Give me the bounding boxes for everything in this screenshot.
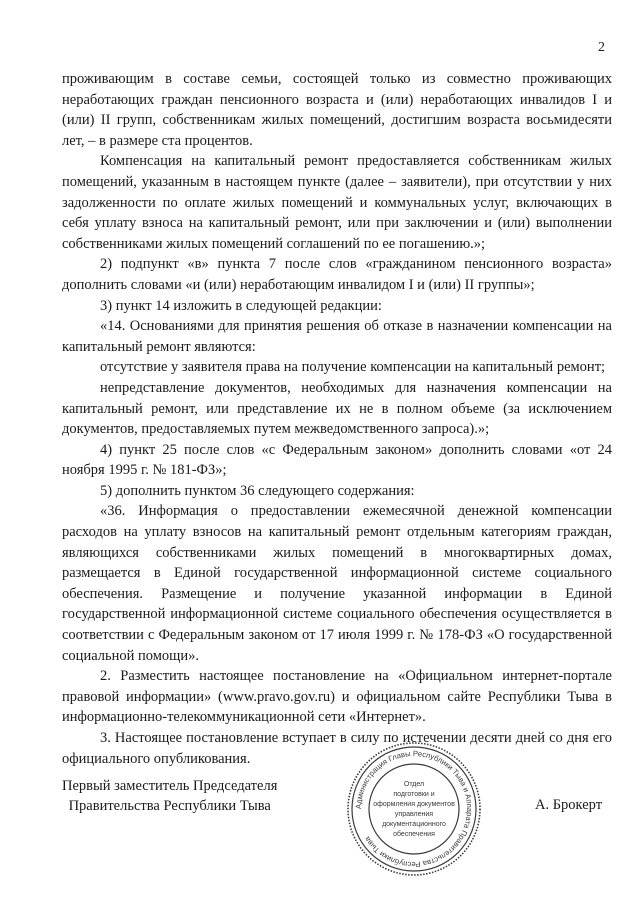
signatory-title-line-1: Первый заместитель Председателя [62, 778, 278, 794]
seal-outer-dotted-ring [348, 743, 480, 875]
seal-stamp-graphic [345, 740, 483, 878]
paragraph-item-14: «14. Основаниями для принятия решения об отказе в назначении компенсации на капитальный ремонт являются: [62, 318, 612, 355]
svg-text:оформления документов: оформления документов [373, 801, 455, 808]
seal-center-text [373, 781, 455, 838]
paragraph-compensation-conditions: Компенсация на капитальный ремонт предоставляется собственникам жилых помещений, указанным в настоящем пункте (далее – заявители), при отсутствии у них задолженности по оплате жилых помещений и коммунальных услуг, включающих в себя уплату взноса на капитальный ремонт, или при заключении и (или) выполнении собственниками жилых помещений соглашений по ее погашению.»; [62, 153, 612, 252]
svg-text:документационного: документационного [382, 821, 446, 828]
paragraph-continuation: проживающим в составе семьи, состоящей только из совместно проживающих неработающих граждан пенсионного возраста и (или) неработающих инвалидов I и (или) II групп, собственникам жилых помещений, достигшим возраста восьмидесяти лет, – в размере ста процентов. [62, 71, 612, 149]
signatory-name: А. Брокерт [535, 797, 603, 813]
paragraph-amendment-3: 3) пункт 14 изложить в следующей редакции: [100, 297, 382, 314]
signatory-title-line-2: Правительства Республики Тыва [68, 798, 271, 814]
paragraph-section-2: 2. Разместить настоящее постановление на «Официальном интернет-портале правовой информации» (www.pravo.gov.ru) и официальном сайте Республики Тыва в информационно-телекоммуникационной сети «Интернет». [62, 668, 612, 726]
seal-outer-ring [352, 747, 476, 871]
paragraph-amendment-5: 5) дополнить пунктом 36 следующего содержания: [100, 482, 415, 499]
svg-text:управления: управления [394, 811, 434, 818]
svg-text:Отдел: Отдел [403, 781, 425, 788]
paragraph-item-36: «36. Информация о предоставлении ежемесячной денежной компенсации расходов на уплату взносов на капитальный ремонт отдельным категориям граждан, являющихся собственниками жилых помещений в многоквартирных домах, размещается в Единой государственной информационной системе социального обеспечения. Размещение и получение указанной информации в Единой государственной информационной системе социального обеспечения осуществляется в соответствии с Федеральным законом от 17 июля 1999 г. № 178-ФЗ «О государственной социальной помощи». [62, 503, 612, 664]
paragraph-amendment-4: 4) пункт 25 после слов «с Федеральным законом» дополнить словами «от 24 ноября 1995 г. № 181-ФЗ»; [62, 441, 612, 479]
document-body [62, 69, 612, 769]
seal-inner-ring [369, 764, 459, 854]
seal-ring-text: Администрация Главы Республики Тыва и Аппарата Правительства Республики Тыва [353, 748, 475, 870]
paragraph-amendment-2: 2) подпункт «в» пункта 7 после слов «гражданином пенсионного возраста» дополнить словами «и (или) неработающим инвалидом I и (или) II группы»; [62, 256, 612, 293]
paragraph-section-3: 3. Настоящее постановление вступает в силу по истечении десяти дней со дня его официального опубликования. [62, 730, 612, 767]
page-number: 2 [598, 40, 605, 55]
svg-text:подготовки и: подготовки и [393, 791, 435, 798]
svg-text:обеспечения: обеспечения [393, 831, 435, 838]
paragraph-refusal-reason-1: отсутствие у заявителя права на получение компенсации на капитальный ремонт; [100, 359, 606, 376]
paragraph-refusal-reason-2: непредставление документов, необходимых для назначения компенсации на капитальный ремонт, или представление их не в полном объеме (за исключением документов, предоставляемых путем межведомственного запроса).»; [62, 379, 612, 438]
signatory-title [62, 776, 277, 816]
official-seal [345, 740, 483, 878]
